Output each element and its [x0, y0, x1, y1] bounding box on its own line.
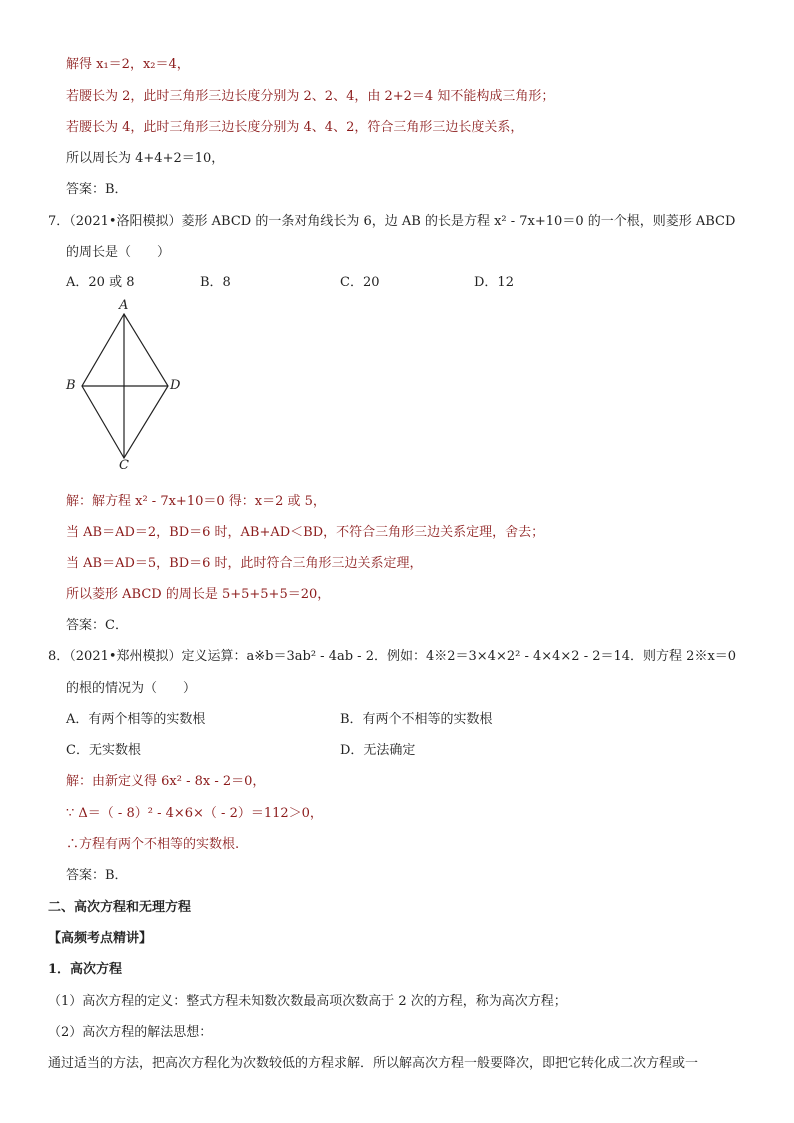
- q8-solution-line-1: 解：由新定义得 6x² - 8x - 2＝0，: [66, 774, 266, 789]
- answer-q6: 答案：B．: [66, 182, 128, 197]
- topic-heading: 1．高次方程: [48, 962, 123, 977]
- rhombus-figure: [62, 300, 192, 480]
- solution-line-waist-2: 若腰长为 2，此时三角形三边长度分别为 2、2、4，由 2+2＝4 知不能构成三角形；: [66, 89, 555, 104]
- definition-paragraph: （1）高次方程的定义：整式方程未知数次数最高项次数高于 2 次的方程，称为高次方程；: [48, 994, 567, 1009]
- question-8-text: 8．（2021•郑州模拟）定义运算：a※b＝3ab² - 4ab - 2．例如：4※2＝3×4×2² - 4×4×2 - 2＝14．则方程 2※x＝0: [48, 649, 737, 664]
- vertex-label-a: A: [119, 298, 129, 313]
- solution-line-perimeter: 所以周长为 4+4+2＝10，: [66, 151, 225, 166]
- q7-option-b: B．8: [200, 275, 231, 290]
- q8-solution-line-3: ∴方程有两个不相等的实数根.: [66, 837, 240, 852]
- subsection-heading: 【高频考点精讲】: [48, 931, 153, 946]
- method-paragraph: 通过适当的方法，把高次方程化为次数较低的方程求解．所以解高次方程一般要降次，即把它转化成二次方程或一: [48, 1056, 699, 1071]
- q8-option-a: A．有两个相等的实数根: [66, 712, 206, 727]
- answer-q7: 答案：C．: [66, 618, 128, 633]
- q8-solution-line-2: ∵ Δ＝（ - 8）² - 4×6×（ - 2）＝112＞0，: [66, 806, 323, 821]
- question-7-text-cont: 的周长是（ ）: [66, 245, 171, 260]
- question-8-text-cont: 的根的情况为（ ）: [66, 681, 197, 696]
- q8-option-b: B．有两个不相等的实数根: [340, 712, 493, 727]
- vertex-label-d: D: [170, 378, 181, 393]
- answer-q8: 答案：B．: [66, 868, 128, 883]
- solution-line-waist-4: 若腰长为 4，此时三角形三边长度分别为 4、4、2，符合三角形三边长度关系，: [66, 120, 524, 135]
- vertex-label-c: C: [119, 458, 129, 473]
- question-7-text: 7．（2021•洛阳模拟）菱形 ABCD 的一条对角线长为 6，边 AB 的长是方程 x² - 7x+10＝0 的一个根，则菱形 ABCD: [48, 214, 736, 229]
- q7-solution-line-4: 所以菱形 ABCD 的周长是 5+5+5+5＝20，: [66, 587, 331, 602]
- q8-option-d: D．无法确定: [340, 743, 416, 758]
- q7-option-c: C．20: [340, 275, 380, 290]
- q7-option-a: A．20 或 8: [66, 275, 135, 290]
- q7-option-d: D．12: [474, 275, 514, 290]
- q7-solution-line-2: 当 AB＝AD＝2，BD＝6 时，AB+AD＜BD，不符合三角形三边关系定理，舍去；: [66, 525, 545, 540]
- section-heading: 二、高次方程和无理方程: [48, 900, 192, 915]
- method-heading: （2）高次方程的解法思想：: [48, 1025, 213, 1040]
- vertex-label-b: B: [66, 378, 76, 393]
- q7-solution-line-3: 当 AB＝AD＝5，BD＝6 时，此时符合三角形三边关系定理，: [66, 556, 423, 571]
- q8-option-c: C．无实数根: [66, 743, 141, 758]
- solution-line-roots: 解得 x₁＝2，x₂＝4，: [66, 57, 190, 72]
- q7-solution-line-1: 解：解方程 x² - 7x+10＝0 得：x＝2 或 5，: [66, 494, 326, 509]
